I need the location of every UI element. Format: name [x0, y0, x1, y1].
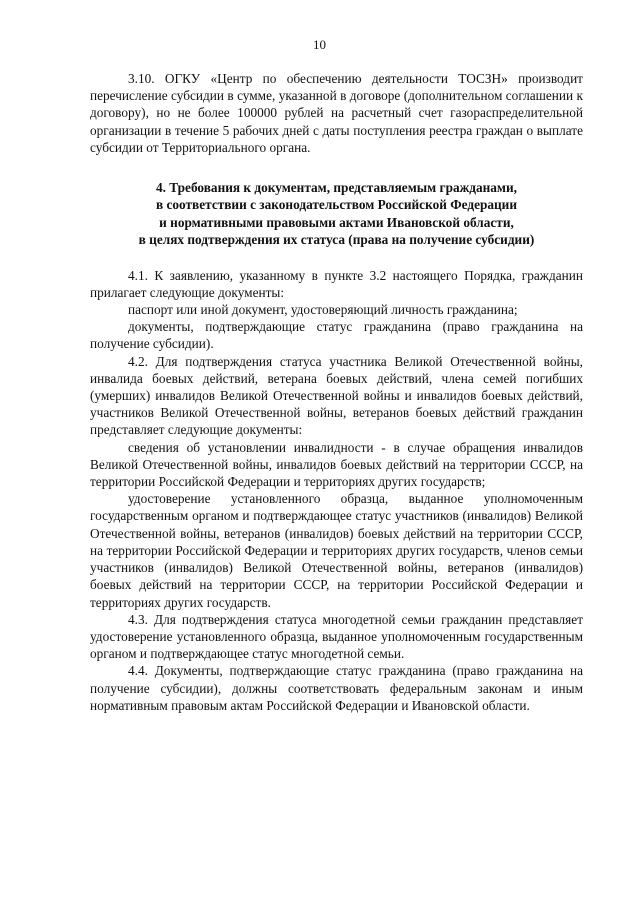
heading-line-4: в целях подтверждения их статуса (права на получение субсидии): [138, 232, 535, 248]
paragraph-4-1: 4.1. К заявлению, указанному в пункте 3.2 настоящего Порядка, гражданин прилагает следующие документы:: [90, 267, 583, 300]
document-body: [90, 0, 583, 714]
paragraph-4-2-item-disability: сведения об установлении инвалидности - в случае обращения инвалидов Великой Отечественной войны, инвалидов боевых действий на территории СССР, на территории Российской Федерации и территориях других государств;: [90, 439, 583, 490]
paragraph-4-3: 4.3. Для подтверждения статуса многодетной семьи гражданин представляет удостоверение установленного образца, выданное уполномоченным государственным органом и подтверждающее статус многодетной семьи.: [90, 611, 583, 662]
paragraph-3-10: 3.10. ОГКУ «Центр по обеспечению деятельности ТОСЗН» производит перечисление субсидии в сумме, указанной в договоре (дополнительном соглашении к договору), но не более 100000 рублей на расчетный счет газораспределительной организации в течение 5 рабочих дней с даты поступления реестра граждан о выплате субсидии от Территориального органа.: [90, 71, 583, 155]
paragraph-4-2: 4.2. Для подтверждения статуса участника Великой Отечественной войны, инвалида боевых действий, ветерана боевых действий, члена семей погибших (умерших) инвалидов Великой Отечественной войны и инвалидов боевых действий, участников Великой Отечественной войны, ветеранов боевых действий гражданин представляет следующие документы:: [90, 353, 583, 438]
paragraph-4-2-item-certificate: удостоверение установленного образца, выданное уполномоченным государственным органом и подтверждающее статус участников (инвалидов) Великой Отечественной войны, ветеранов (инвалидов) боевых действий на территории СССР, на территории Российской Федерации и территориях других государств, членов семьи участников (инвалидов) Великой Отечественной войны, ветеранов (инвалидов) боевых действий на территории СССР, на территории Российской Федерации и территориях других государств.: [90, 491, 583, 610]
paragraph-4-4: 4.4. Документы, подтверждающие статус гражданина (право гражданина на получение субсидии), должны соответствовать федеральным законам и иным нормативным правовым актам Российской Федерации и Ивановской области.: [90, 663, 583, 713]
paragraph-4-1-item-passport: паспорт или иной документ, удостоверяющий личность гражданина;: [128, 302, 518, 318]
page-number: 10: [313, 37, 326, 52]
heading-line-2: в соответствии с законодательством Российской Федерации: [155, 197, 518, 213]
paragraph-4-1-item-status-docs: документы, подтверждающие статус гражданина (право гражданина на получение субсидии).: [90, 319, 583, 352]
section-4-heading: [90, 179, 583, 249]
heading-line-1: 4. Требования к документам, представляемым гражданами,: [156, 180, 517, 196]
heading-line-3: и нормативными правовыми актами Ивановской области,: [159, 214, 514, 230]
